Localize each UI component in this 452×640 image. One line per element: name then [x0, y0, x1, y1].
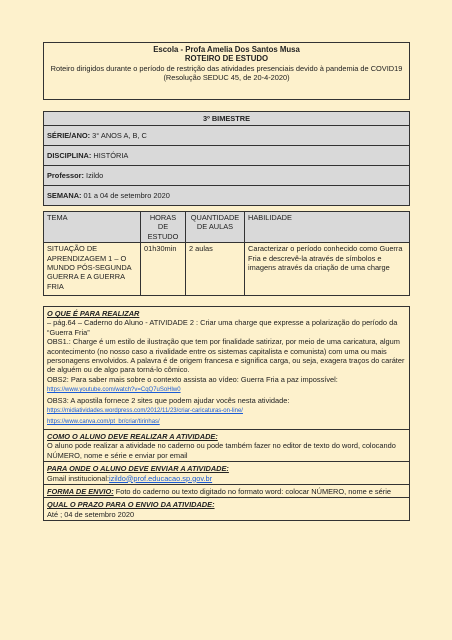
site1-link[interactable]: https://midiatividades.wordpress.com/2012/11/23/criar-caricaturas-on-line/ [47, 408, 243, 415]
bimestre-cell: 3º BIMESTRE [44, 112, 410, 126]
plan-header-row [44, 212, 410, 243]
email-link[interactable]: izildo@prof.educacao.sp.gov.br [109, 473, 213, 483]
how-cell [44, 429, 410, 461]
what-cell [44, 307, 410, 430]
serie-label: SÉRIE/ANO: [47, 130, 91, 140]
disciplina-label: DISCIPLINA: [47, 150, 92, 160]
form-label: FORMA DE ENVIO: [47, 486, 114, 496]
where-label: PARA ONDE O ALUNO DEVE ENVIAR A ATIVIDADE: [47, 464, 229, 474]
deadline-text: Até ; 04 de setembro 2020 [47, 509, 135, 519]
task-table [43, 306, 410, 521]
aulas-value: 2 aulas [186, 243, 245, 296]
document-header [43, 42, 410, 100]
info-table [43, 111, 410, 206]
plan-data-row [44, 243, 410, 296]
document-subtitle: Roteiro dirigidos durante o período de restrição das atividades presenciais devido à pandemia de COVID19 [50, 63, 403, 73]
header-habilidade: HABILIDADE [245, 212, 410, 243]
how-label: COMO O ALUNO DEVE REALIZAR A ATIVIDADE: [47, 431, 218, 441]
form-cell [44, 484, 410, 497]
tema-value: SITUAÇÃO DE APRENDIZAGEM 1 – O MUNDO PÓS-SEGUNDA GUERRA E A GUERRA FRIA [44, 243, 141, 296]
professor-cell [44, 166, 410, 186]
where-prefix: Gmail institucional: [47, 473, 110, 483]
professor-label: Professor: [47, 170, 84, 180]
professor-value: Izildo [83, 170, 104, 180]
deadline-label: QUAL O PRAZO PARA O ENVIO DA ATIVIDADE: [47, 500, 215, 510]
where-cell [44, 462, 410, 485]
what-text: – pág.64 – Caderno do Aluno - ATIVIDADE 2 : Criar uma charge que expresse a polarização do período da “Guerra Fria” [47, 318, 398, 337]
serie-cell [44, 126, 410, 146]
header-horas: HORAS DE ESTUDO [141, 212, 186, 243]
school-name: Escola - Profa Amelia Dos Santos Musa [153, 45, 300, 54]
semana-cell [44, 186, 410, 206]
video-link[interactable]: https://www.youtube.com/watch?v=CqQ7uSoHlw0 [47, 387, 181, 394]
horas-value: 01h30min [141, 243, 186, 296]
semana-value: 01 a 04 de setembro 2020 [81, 190, 170, 200]
how-text: O aluno pode realizar a atividade no caderno ou pode também fazer no editor de texto do word, colocando NÚMERO, nome e série e enviar por email [47, 441, 396, 460]
disciplina-value: HISTÓRIA [91, 150, 129, 160]
document-title: ROTEIRO DE ESTUDO [184, 54, 269, 64]
header-tema: TEMA [44, 212, 141, 243]
what-label: O QUE É PARA REALIZAR [47, 309, 140, 318]
obs3-text: OBS3: A apostila fornece 2 sites que podem ajudar vocês nesta atividade: [47, 395, 290, 405]
semana-label: SEMANA: [47, 190, 82, 200]
obs1-text: OBS1.: Charge é um estilo de ilustração que tem por finalidade satirizar, por meio de uma caricatura, algum acontecimento (no nosso caso a rivalidade entre os sistemas capitalista e comunista) com uma ou mais personagens envolvidos. A palavra é de origem francesa e significa carga, ou seja, exagera traços do caráter de alguém ou de algo para torná-lo cômico. [47, 337, 405, 375]
site2-link[interactable]: https://www.canva.com/pt_br/criar/tirinhas/ [47, 419, 160, 426]
form-text: Foto do caderno ou texto digitado no formato word: colocar NÚMERO, nome e série [113, 486, 391, 496]
plan-table [43, 211, 410, 296]
header-aulas: QUANTIDADE DE AULAS [186, 212, 245, 243]
serie-value: 3° ANOS A, B, C [90, 130, 147, 140]
resolution-note: (Resolução SEDUC 45, de 20-4-2020) [163, 73, 290, 83]
habilidade-value: Caracterizar o período conhecido como Guerra Fria e descrevê-la através de símbolos e imagens através da criação de uma charge [245, 243, 410, 296]
deadline-cell [44, 498, 410, 521]
obs2-text: OBS2: Para saber mais sobre o contexto assista ao vídeo: Guerra Fria a paz impossível: [47, 374, 338, 384]
disciplina-cell [44, 146, 410, 166]
